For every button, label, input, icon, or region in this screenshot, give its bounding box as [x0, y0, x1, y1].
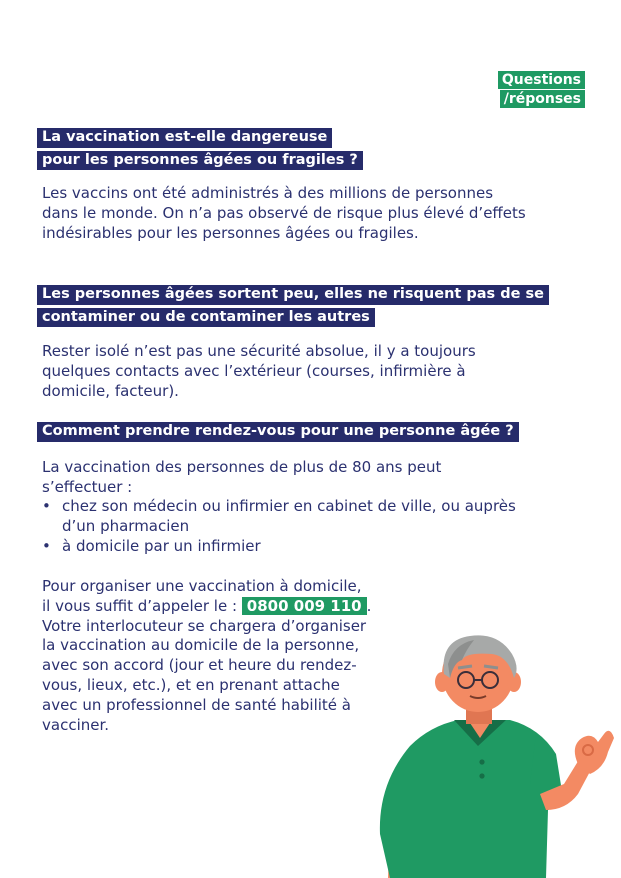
paragraph-line: Pour organiser une vaccination à domicile,	[42, 577, 362, 595]
answer-3-intro	[42, 458, 441, 498]
answer-2-line: Rester isolé n’est pas une sécurité absolue, il y a toujours	[42, 342, 476, 360]
question-1-line-2: pour les personnes âgées ou fragiles ?	[37, 151, 363, 171]
list-item	[42, 537, 516, 557]
question-2-line-1: Les personnes âgées sortent peu, elles ne risquent pas de se	[37, 285, 549, 305]
list-item-line: • chez son médecin ou infirmier en cabinet de ville, ou auprès	[62, 497, 516, 515]
question-1-heading	[37, 126, 363, 171]
answer-2	[42, 342, 476, 401]
paragraph-line: la vaccination au domicile de la personne,	[42, 636, 360, 655]
answer-2-line: quelques contacts avec l’extérieur (courses, infirmière à	[42, 361, 466, 380]
section-tag	[498, 71, 585, 109]
answer-1-line: dans le monde. On n’a pas observé de risque plus élevé d’effets	[42, 203, 526, 222]
call-text: il vous suffit d’appeler le :	[42, 596, 242, 615]
answer-2-line: domicile, facteur).	[42, 381, 179, 400]
list-item-line: • à domicile par un infirmier	[62, 536, 261, 555]
list-item	[42, 497, 516, 537]
answer-3-intro-line: s’effectuer :	[42, 477, 133, 496]
paragraph-line: Votre interlocuteur se chargera d’organiser	[42, 616, 367, 635]
options-list	[42, 497, 516, 556]
elderly-man-illustration	[370, 634, 621, 878]
paragraph-line: vous, lieux, etc.), et en prenant attache	[42, 675, 340, 694]
paragraph-line: vacciner.	[42, 715, 110, 734]
paragraph-line	[42, 597, 371, 617]
period: .	[366, 596, 372, 615]
list-item-line: d’un pharmacien	[62, 516, 190, 535]
question-3-heading	[37, 420, 519, 443]
shirt-button	[479, 759, 484, 764]
question-1-line-1: La vaccination est-elle dangereuse	[37, 128, 332, 148]
answer-1-line: Les vaccins ont été administrés à des millions de personnes	[42, 184, 494, 202]
home-vaccination-paragraph	[42, 577, 371, 735]
question-2-line-2: contaminer ou de contaminer les autres	[37, 308, 375, 328]
shirt-button	[479, 773, 484, 778]
paragraph-line: avec son accord (jour et heure du rendez-	[42, 656, 357, 675]
phone-number[interactable]: 0800 009 110	[242, 597, 367, 615]
question-2-heading	[37, 283, 549, 328]
question-3-line-1: Comment prendre rendez-vous pour une personne âgée ?	[37, 422, 519, 442]
tag-line-1: Questions	[498, 71, 585, 89]
paragraph-line: avec un professionnel de santé habilité à	[42, 695, 351, 714]
answer-3-intro-line: La vaccination des personnes de plus de 80 ans peut	[42, 458, 442, 476]
answer-1	[42, 184, 526, 243]
answer-1-line: indésirables pour les personnes âgées ou fragiles.	[42, 223, 419, 242]
tag-line-2: /réponses	[500, 90, 585, 108]
